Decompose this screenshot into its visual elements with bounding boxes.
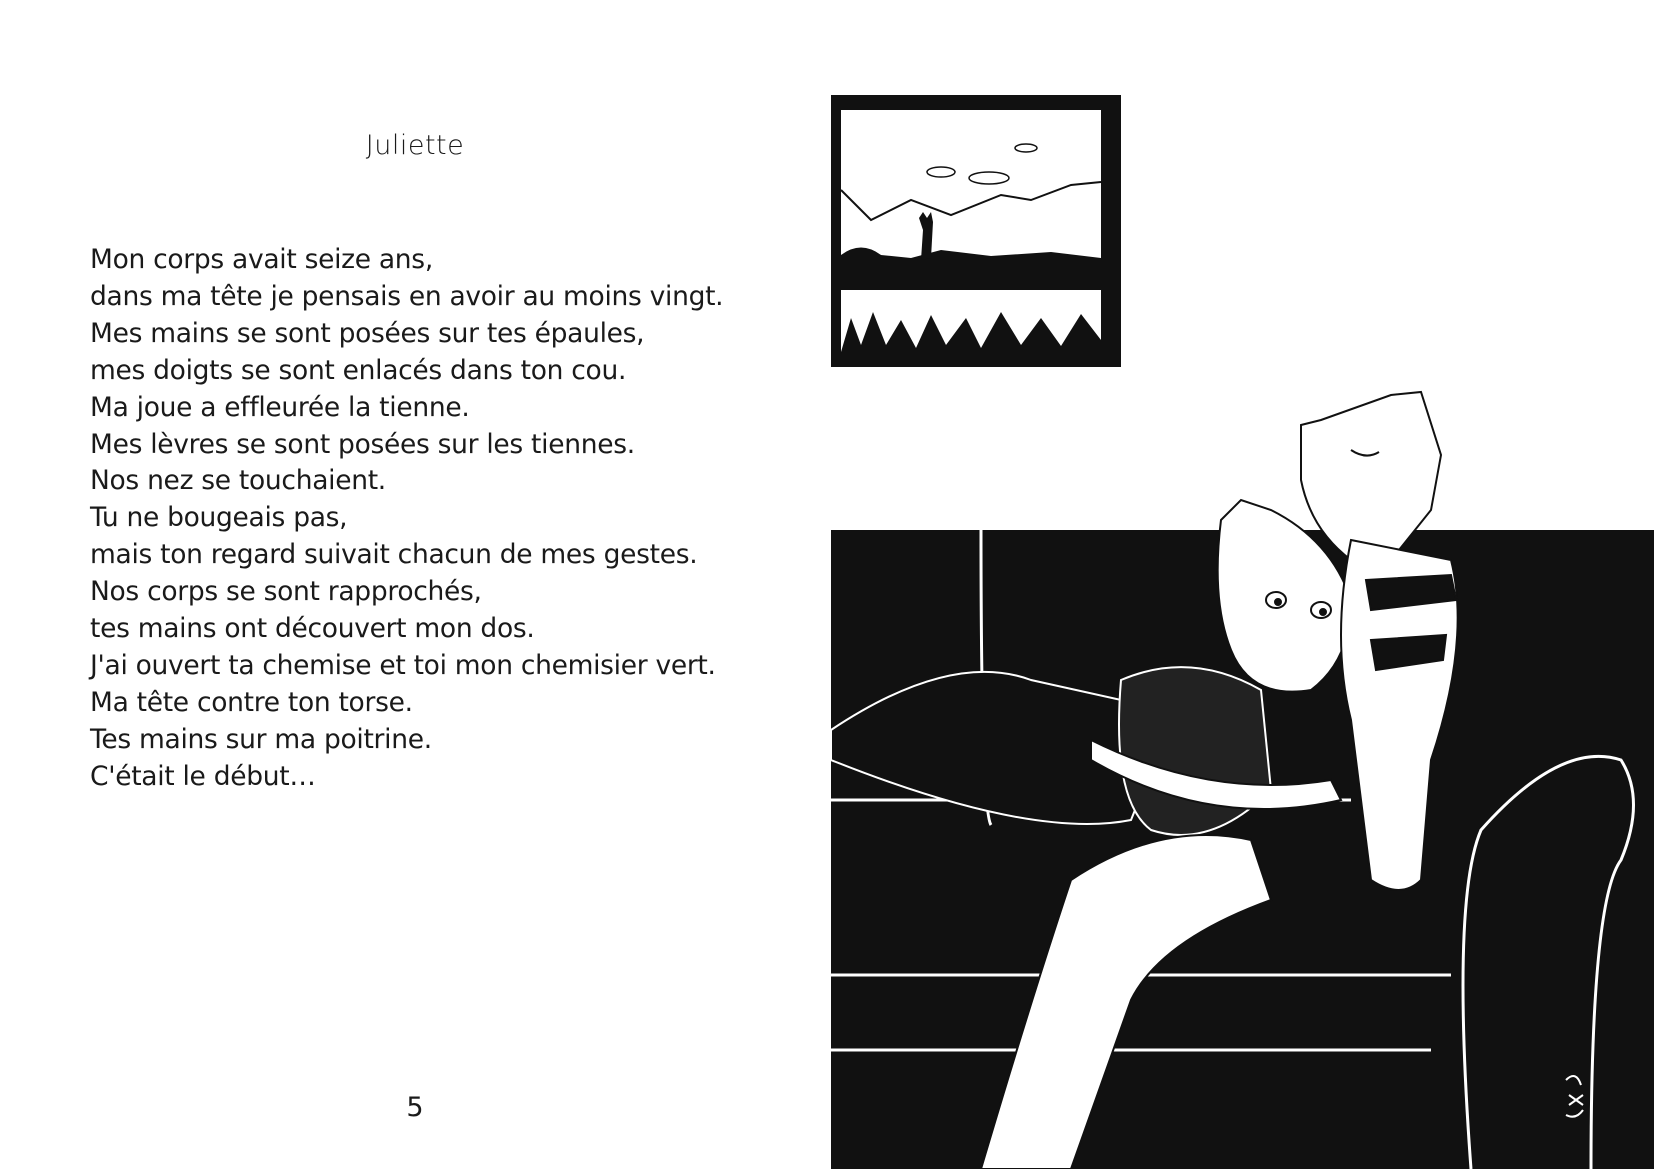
poem-line: Mon corps avait seize ans, bbox=[90, 244, 433, 275]
poem-line: Ma joue a effleurée la tienne. bbox=[90, 391, 470, 423]
poem-line: Mes lèvres se sont posées sur les tiennes. bbox=[90, 428, 635, 460]
poem-line: mais ton regard suivait chacun de mes gestes. bbox=[90, 539, 698, 571]
page-number: 5 bbox=[406, 1092, 424, 1123]
poem-line: tes mains ont découvert mon dos. bbox=[90, 613, 535, 645]
poem-line: J'ai ouvert ta chemise et toi mon chemisier vert. bbox=[90, 649, 716, 681]
poem-line: Nos corps se sont rapprochés, bbox=[90, 576, 482, 608]
framed-landscape-picture bbox=[831, 95, 1121, 367]
poem-line: Tes mains sur ma poitrine. bbox=[90, 723, 432, 755]
poem-line: Nos nez se touchaient. bbox=[90, 465, 386, 497]
poem-line: Ma tête contre ton torse. bbox=[90, 686, 413, 718]
poem-line: Mes mains se sont posées sur tes épaules, bbox=[90, 317, 645, 349]
illustration-cats-on-sofa bbox=[831, 0, 1654, 1169]
poem-title: Juliette bbox=[365, 130, 465, 161]
poem-body bbox=[90, 242, 723, 796]
poem-line: mes doigts se sont enlacés dans ton cou. bbox=[90, 354, 627, 386]
poem-line: Tu ne bougeais pas, bbox=[90, 502, 348, 534]
poem-line: dans ma tête je pensais en avoir au moins vingt. bbox=[90, 280, 724, 312]
poem-line: C'était le début… bbox=[90, 760, 316, 792]
